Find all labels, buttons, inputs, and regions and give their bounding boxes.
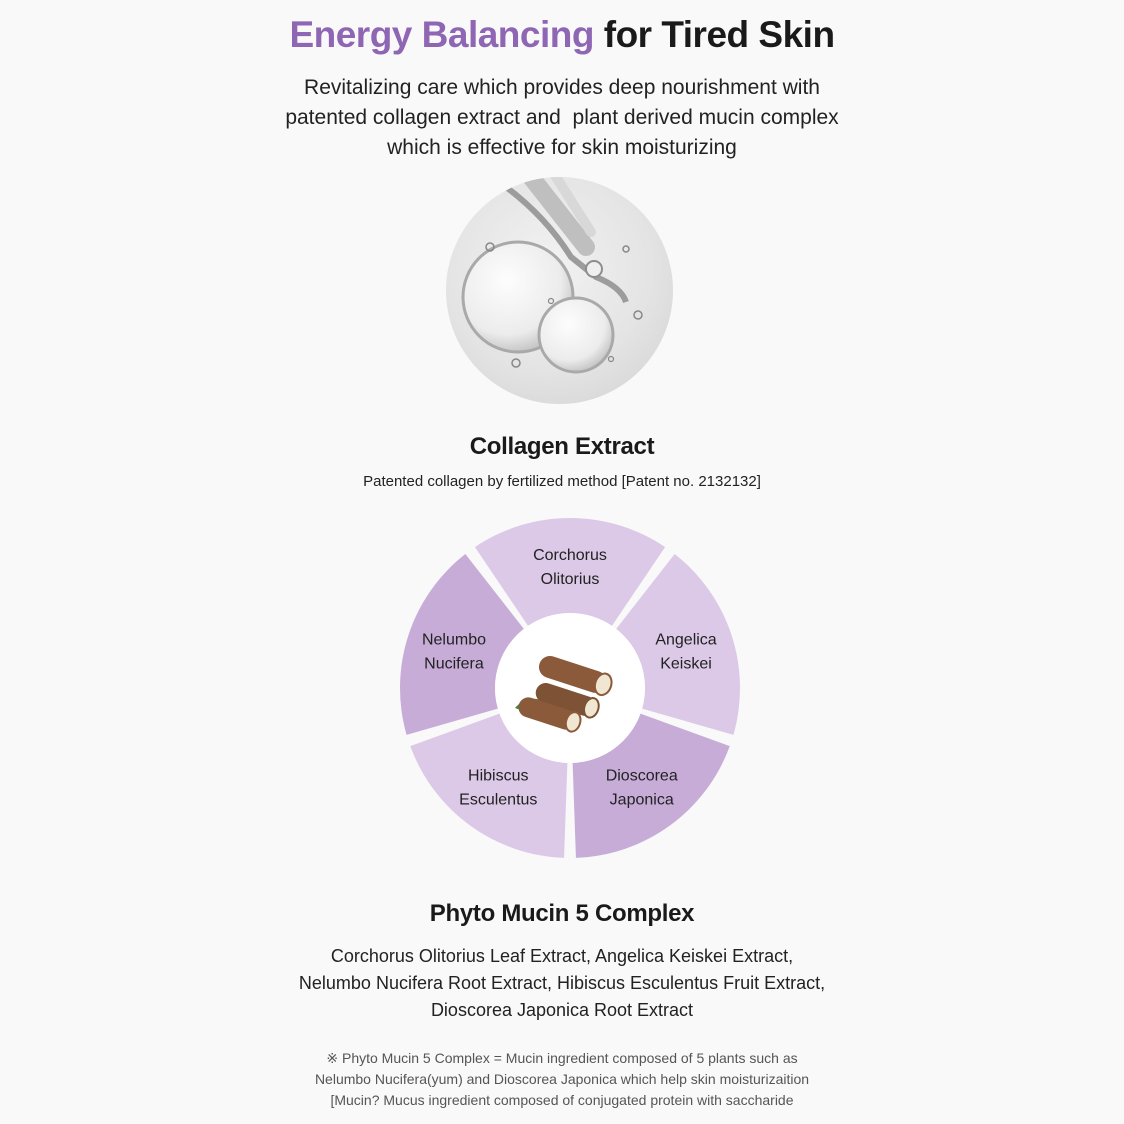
footnote-line: Nelumbo Nucifera(yum) and Dioscorea Japonica which help skin moisturizaition — [314, 1071, 810, 1087]
collagen-droplet-image — [446, 177, 673, 404]
headline — [0, 14, 1124, 56]
wheel-label-corchorus: Corchorus Olitorius — [533, 547, 607, 588]
collagen-title: Collagen Extract — [469, 433, 655, 460]
wheel-label-angelica: Angelica Keiskei — [655, 631, 717, 673]
wheel-label-dioscorea: Dioscorea Japonica — [605, 767, 678, 809]
headline-rest: for Tired Skin — [593, 14, 835, 55]
mucin-title: Phyto Mucin 5 Complex — [429, 900, 695, 927]
footnote-line: ※ Phyto Mucin 5 Complex = Mucin ingredient composed of 5 plants such as — [326, 1050, 798, 1066]
headline-accent: Energy Balancing — [289, 14, 594, 55]
collagen-bubbles-icon — [446, 177, 673, 404]
mucin-description-line: Corchorus Olitorius Leaf Extract, Angelica Keiskei Extract, — [330, 946, 794, 966]
footnote-line: [Mucin? Mucus ingredient composed of conjugated protein with saccharide — [330, 1092, 794, 1108]
mucin-description-line: Dioscorea Japonica Root Extract — [430, 1000, 694, 1020]
mucin-description-line: Nelumbo Nucifera Root Extract, Hibiscus Esculentus Fruit Extract, — [298, 973, 826, 993]
wheel-label-hibiscus: Hibiscus Esculentus — [459, 767, 538, 809]
subtitle — [0, 73, 1124, 163]
mucin-description — [0, 943, 1124, 1024]
subtitle-line: Revitalizing care which provides deep nourishment with — [304, 76, 820, 99]
wheel-label-nelumbo: Nelumbo Nucifera — [421, 631, 486, 673]
footnote — [0, 1048, 1124, 1111]
phyto-mucin-wheel — [390, 513, 750, 873]
subtitle-line: patented collagen extract and plant derived mucin complex — [285, 106, 839, 129]
collagen-description: Patented collagen by fertilized method [Patent no. 2132132] — [363, 473, 761, 490]
subtitle-line: which is effective for skin moisturizing — [387, 136, 737, 159]
wheel-center — [495, 613, 645, 763]
